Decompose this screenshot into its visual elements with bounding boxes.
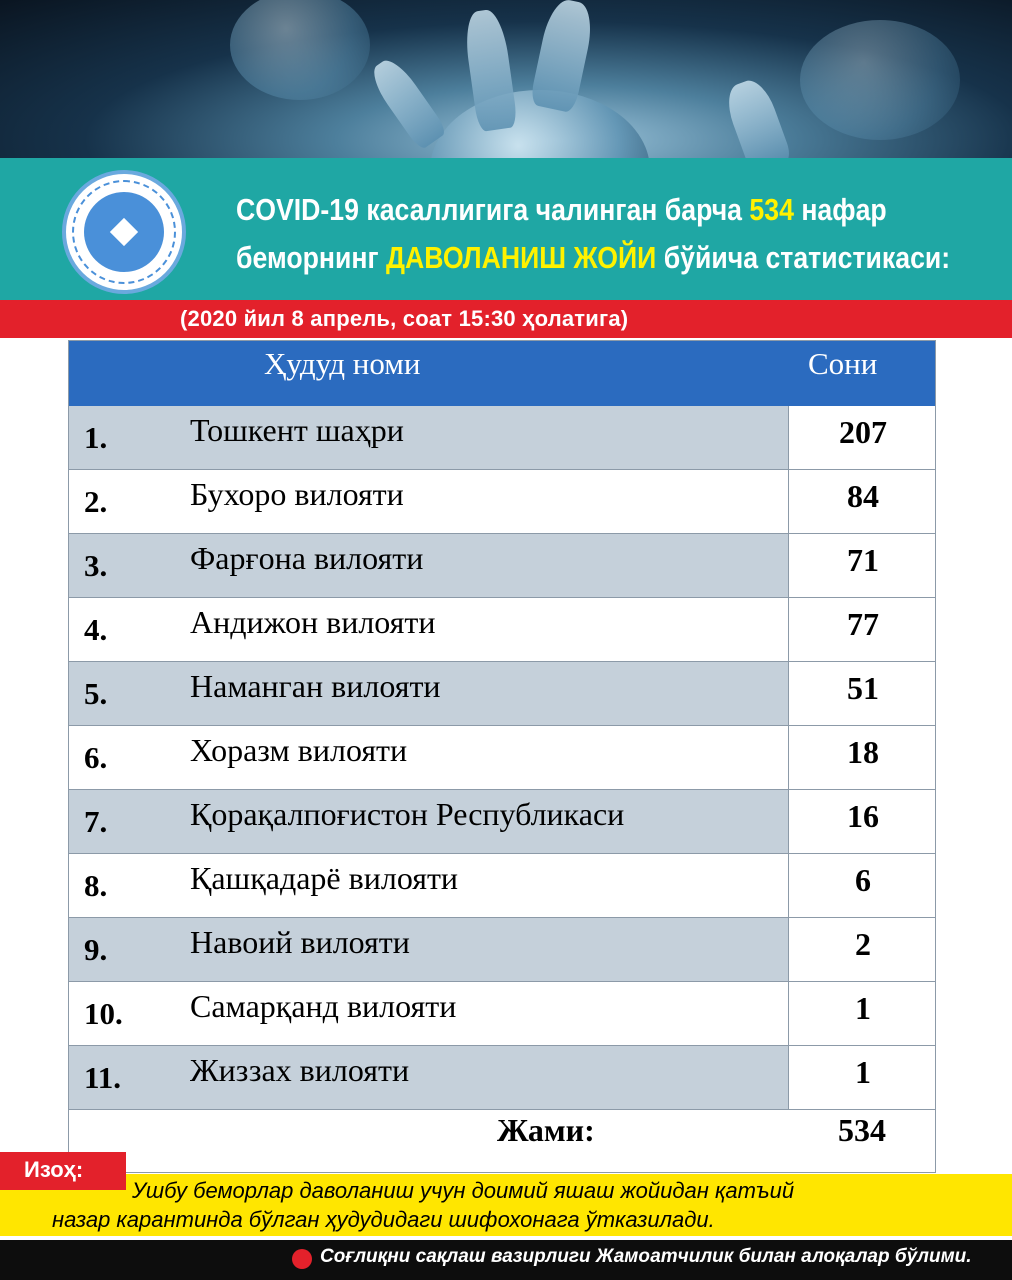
column-header-count: Сони — [808, 346, 878, 381]
row-number: 5. — [84, 676, 108, 711]
title-text: нафар — [793, 192, 887, 227]
patient-count: 18 — [847, 734, 879, 770]
table-row — [68, 854, 936, 918]
region-cell — [68, 662, 788, 725]
count-cell — [788, 726, 936, 789]
patient-count: 6 — [855, 862, 871, 898]
row-number: 10. — [84, 996, 123, 1031]
virus-spike — [721, 75, 793, 165]
title-text: COVID-19 касаллигига чалинган барча — [236, 192, 750, 227]
logo-star-icon — [110, 218, 138, 246]
table-row — [68, 534, 936, 598]
row-number: 11. — [84, 1060, 122, 1095]
row-number: 7. — [84, 804, 108, 839]
title-text: бўйича статистикаси: — [656, 240, 951, 275]
count-cell — [788, 982, 936, 1045]
patient-count: 16 — [847, 798, 879, 834]
date-text: (2020 йил 8 апрель, соат 15:30 ҳолатига) — [180, 306, 629, 331]
table-row — [68, 982, 936, 1046]
row-number: 1. — [84, 420, 108, 455]
region-name: Андижон вилояти — [190, 604, 436, 640]
table-row — [68, 470, 936, 534]
region-name: Навоий вилояти — [190, 924, 410, 960]
patient-count: 84 — [847, 478, 879, 514]
patient-count: 51 — [847, 670, 879, 706]
logo-emblem — [84, 192, 164, 272]
virus-spike — [366, 54, 448, 151]
row-number: 4. — [84, 612, 108, 647]
column-header-region: Ҳудуд номи — [264, 346, 421, 381]
table-row — [68, 918, 936, 982]
count-cell — [788, 854, 936, 917]
row-number: 8. — [84, 868, 108, 903]
footer-text: Соғлиқни сақлаш вазирлиги Жамоатчилик билан алоқалар бўлими. — [320, 1246, 972, 1267]
title-text: беморнинг — [236, 240, 386, 275]
region-cell — [68, 726, 788, 789]
row-number: 2. — [84, 484, 108, 519]
virus-blur — [800, 20, 960, 140]
total-value: 534 — [838, 1112, 886, 1148]
title-total: 534 — [749, 192, 794, 227]
table-header — [68, 340, 936, 406]
note-text — [52, 1176, 952, 1234]
note-tag-label: Изоҳ: — [24, 1157, 84, 1182]
note-line-2: назар карантинда бўлган ҳудудидаги шифохонага ўтказилади. — [52, 1207, 715, 1232]
region-name: Наманган вилояти — [190, 668, 441, 704]
region-name: Жиззах вилояти — [190, 1052, 410, 1088]
count-cell — [788, 470, 936, 533]
region-cell — [68, 470, 788, 533]
row-number: 9. — [84, 932, 108, 967]
patient-count: 71 — [847, 542, 879, 578]
count-cell — [788, 918, 936, 981]
table-row — [68, 1046, 936, 1110]
region-cell — [68, 534, 788, 597]
title-line-1 — [236, 186, 890, 234]
count-cell — [788, 598, 936, 661]
region-name: Бухоро вилояти — [190, 476, 404, 512]
region-cell — [68, 598, 788, 661]
region-cell — [68, 790, 788, 853]
row-number: 6. — [84, 740, 108, 775]
virus-spike — [529, 0, 597, 114]
patient-count: 207 — [839, 414, 887, 450]
virus-blur — [230, 0, 370, 100]
count-cell — [788, 534, 936, 597]
count-cell — [788, 1046, 936, 1109]
table-row — [68, 406, 936, 470]
count-cell — [788, 662, 936, 725]
patient-count: 77 — [847, 606, 879, 642]
region-cell — [68, 918, 788, 981]
note-line-1: Ушбу беморлар даволаниш учун доимий яшаш жойидан қатъий — [132, 1178, 795, 1203]
region-name: Фарғона вилояти — [190, 540, 424, 576]
region-cell — [68, 406, 788, 469]
region-name: Қашқадарё вилояти — [190, 860, 459, 896]
ministry-logo — [62, 170, 186, 294]
region-name: Тошкент шаҳри — [190, 412, 404, 448]
virus-background-image — [0, 0, 1012, 165]
table-row — [68, 790, 936, 854]
patient-count: 2 — [855, 926, 871, 962]
page-title — [236, 186, 951, 282]
count-cell — [788, 406, 936, 469]
table-row — [68, 598, 936, 662]
region-cell — [68, 854, 788, 917]
patient-count: 1 — [855, 1054, 871, 1090]
region-name: Хоразм вилояти — [190, 732, 408, 768]
table-row — [68, 662, 936, 726]
patient-count: 1 — [855, 990, 871, 1026]
total-label: Жами: — [497, 1112, 595, 1148]
title-line-2 — [236, 234, 951, 282]
red-dot-icon — [292, 1249, 312, 1269]
region-name: Қорақалпоғистон Республикаси — [190, 796, 625, 832]
row-number: 3. — [84, 548, 108, 583]
title-highlight: ДАВОЛАНИШ ЖОЙИ — [385, 240, 657, 275]
table-row — [68, 726, 936, 790]
region-cell — [68, 982, 788, 1045]
region-name: Самарқанд вилояти — [190, 988, 457, 1024]
region-cell — [68, 1046, 788, 1109]
count-cell — [788, 790, 936, 853]
